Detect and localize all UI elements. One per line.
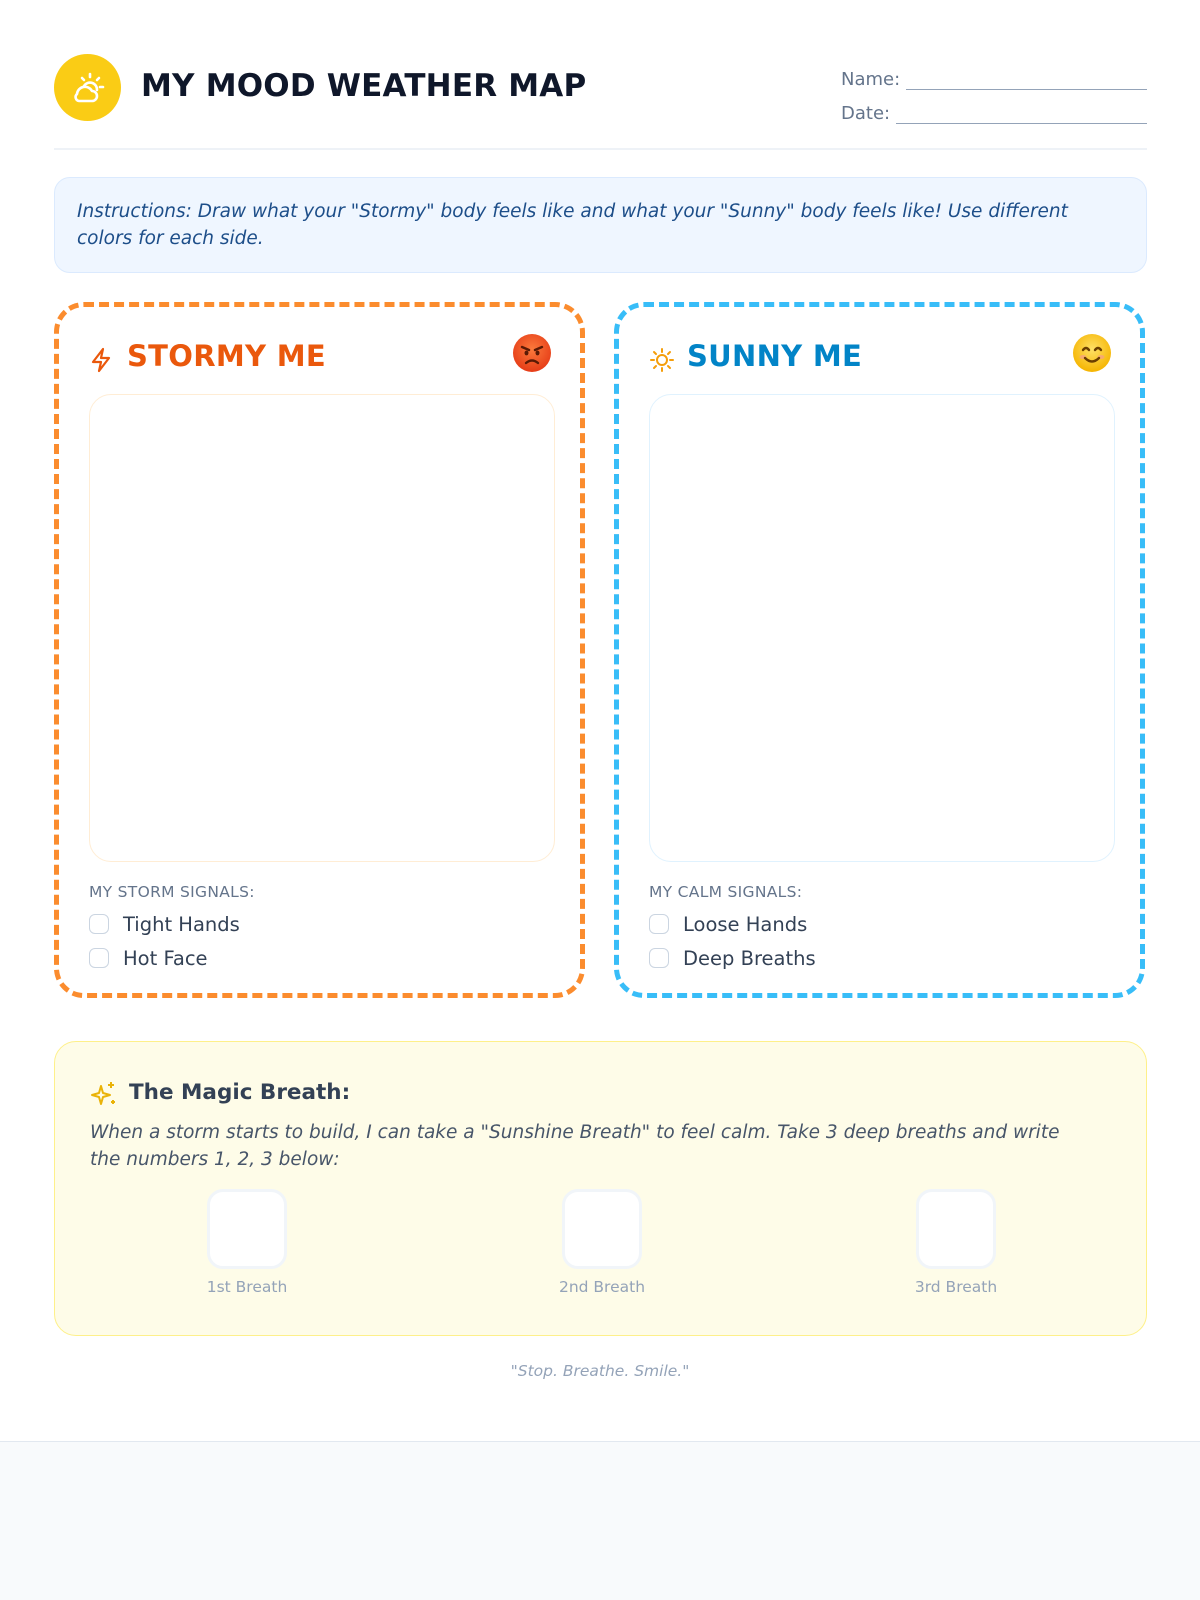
stormy-panel [54,302,585,998]
instructions-box [54,177,1147,273]
breath-slot-2 [542,1189,662,1296]
breath-label: 3rd Breath [914,1278,998,1296]
breath-slot-3 [896,1189,1016,1296]
footer-quote: "Stop. Breathe. Smile." [510,1362,690,1380]
sunny-title: SUNNY ME [687,339,863,373]
signal-label: Tight Hands [123,912,240,936]
calm-signals-label: MY CALM SIGNALS: [649,883,803,901]
breath-box[interactable] [207,1189,287,1269]
breath-label: 2nd Breath [558,1278,646,1296]
name-line[interactable] [906,70,1147,90]
checkbox[interactable] [89,948,109,968]
magic-breath-box [54,1041,1147,1336]
angry-face-icon [512,333,552,373]
stormy-drawing-area[interactable] [89,394,555,862]
sunny-panel [614,302,1145,998]
signal-deep-breaths[interactable] [649,945,816,971]
header [54,54,1147,150]
breath-box[interactable] [562,1189,642,1269]
signal-label: Deep Breaths [683,946,816,970]
instructions-text: Instructions: Draw what your "Stormy" body feels like and what your "Sunny" body feels like! Use different colors for each side. [77,201,1068,249]
name-label: Name: [841,69,901,90]
stormy-title: STORMY ME [127,339,326,373]
date-field[interactable] [841,90,1147,124]
breath-slot-1 [187,1189,307,1296]
sun-cloud-icon [54,54,121,121]
stormy-header [89,335,552,383]
magic-breath-text: When a storm starts to build, I can take a "Sunshine Breath" to feel calm. Take 3 deep breaths and write the numbers 1, 2, 3 below: [90,1122,1060,1170]
sparkles-icon [90,1080,118,1112]
sun-icon [649,347,675,377]
checkbox[interactable] [89,914,109,934]
name-field[interactable] [841,56,1147,90]
smiling-face-icon [1072,333,1112,373]
signal-tight-hands[interactable] [89,911,240,937]
lightning-icon [89,347,113,377]
breath-label: 1st Breath [206,1278,288,1296]
page-title: MY MOOD WEATHER MAP [141,68,587,104]
signal-hot-face[interactable] [89,945,208,971]
signal-loose-hands[interactable] [649,911,807,937]
name-date-fields [841,56,1147,124]
date-line[interactable] [896,104,1147,124]
checkbox[interactable] [649,948,669,968]
date-label: Date: [841,103,891,124]
storm-signals-label: MY STORM SIGNALS: [89,883,255,901]
sunny-header [649,335,1112,383]
signal-label: Loose Hands [683,912,808,936]
checkbox[interactable] [649,914,669,934]
sunny-drawing-area[interactable] [649,394,1115,862]
magic-breath-title: The Magic Breath: [129,1080,351,1105]
signal-label: Hot Face [123,946,208,970]
breath-box[interactable] [916,1189,996,1269]
